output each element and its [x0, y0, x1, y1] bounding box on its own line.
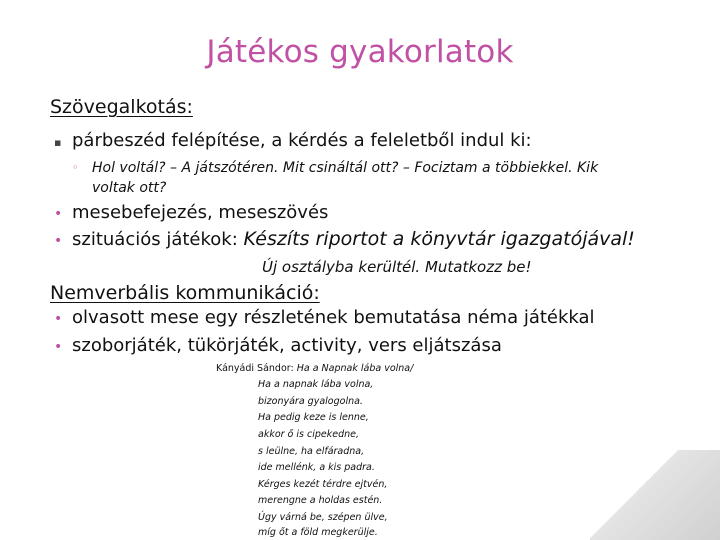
bullet-icon: • [54, 233, 63, 249]
poem-line: merengne a holdas estén. [258, 495, 383, 506]
list-item-continuation: Új osztályba kerültél. Mutatkozz be! [262, 258, 532, 276]
list-item: • olvasott mese egy részletének bemutatása néma játékkal [54, 307, 595, 328]
poem-line: akkor ő is cipekedne, [258, 429, 360, 440]
sub-list-item: ◦ Hol voltál? – A játszótéren. Mit csináltál ott? – Fociztam a többiekkel. Kik voltak ott? [72, 160, 599, 196]
poem-line: míg őt a föld megkerülje. [258, 527, 378, 538]
poem-line: s leülne, ha elfáradna, [258, 446, 365, 457]
poem-heading: Kányádi Sándor: Ha a Napnak lába volna/ [216, 363, 414, 374]
bullet-icon: • [54, 206, 63, 222]
slide-title: Játékos gyakorlatok [206, 34, 514, 70]
poem-line: bizonyára gyalogolna. [258, 396, 363, 407]
section-heading-nemverbalis: Nemverbális kommunikáció: [50, 282, 320, 304]
list-item: • szituációs játékok: Készíts riportot a könyvtár igazgatójával! [54, 228, 635, 250]
list-item: • mesebefejezés, meseszövés [54, 202, 329, 223]
section-heading-szovegalkotas: Szövegalkotás: [50, 96, 193, 118]
poem-line: ide mellénk, a kis padra. [258, 462, 375, 473]
bullet-icon: ▪ [54, 136, 62, 149]
list-item: • szoborjáték, tükörjáték, activity, vers eljátszása [54, 335, 502, 356]
circle-bullet-icon: ◦ [72, 161, 79, 174]
list-item: ▪ párbeszéd felépítése, a kérdés a feleletből indul ki: [54, 130, 532, 151]
poem-line: Kérges kezét térdre ejtvén, [258, 479, 388, 490]
bullet-icon: • [54, 339, 63, 355]
corner-decoration [590, 450, 720, 540]
poem-line: Ha pedig keze is lenne, [258, 412, 369, 423]
poem-line: Úgy várná be, szépen ülve, [258, 512, 388, 523]
poem-line: Ha a napnak lába volna, [258, 379, 374, 390]
bullet-icon: • [54, 311, 63, 327]
